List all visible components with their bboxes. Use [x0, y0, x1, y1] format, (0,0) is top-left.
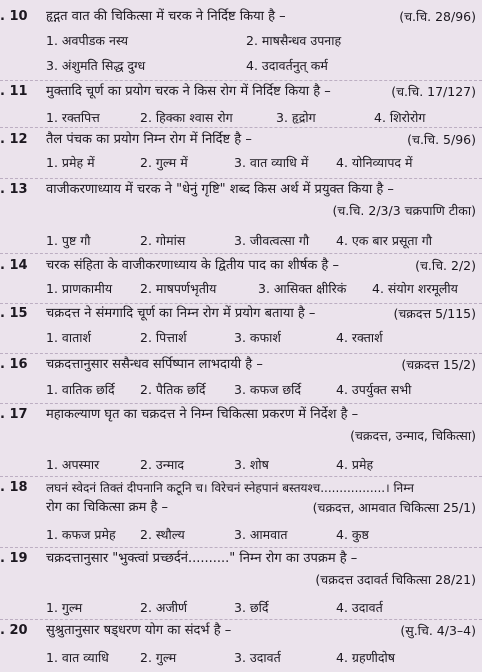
- question-number: . 16: [0, 357, 28, 372]
- option-2: 2. गोमांस: [140, 233, 186, 248]
- option-2: 2. गुल्म: [140, 650, 177, 665]
- option-2: 2. स्थौल्य: [140, 527, 185, 542]
- question-reference: (चक्रदत्त, उन्माद, चिकित्सा): [350, 428, 476, 443]
- question-reference: (च.चि. 17/127): [391, 84, 476, 99]
- question-number: . 15: [0, 306, 28, 321]
- question-text: लघनं स्वेदनं तिक्तं दीपनानि कटूनि च। विरेचनं स्नेहपानं बस्तयश्च.................। निम्न: [46, 481, 414, 495]
- question-text: मुक्तादि चूर्ण का प्रयोग चरक ने किस रोग में निर्दिष्ट किया है –: [46, 84, 331, 99]
- option-2: 2. गुल्म में: [140, 155, 188, 170]
- option-1: 1. वात व्याधि: [46, 650, 109, 665]
- option-3: 3. जीवत्वत्सा गौ: [234, 233, 310, 248]
- question-reference: (च.चि. 28/96): [399, 9, 476, 24]
- option-4: 4. एक बार प्रसूता गौ: [336, 233, 433, 248]
- divider: [0, 253, 482, 254]
- question-text: हृद्गत वात की चिकित्सा में चरक ने निर्दिष्ट किया है –: [46, 9, 286, 24]
- question-number: . 18: [0, 480, 28, 495]
- option-2: 2. उन्माद: [140, 457, 185, 472]
- question-text: तैल पंचक का प्रयोग निम्न रोग में निर्दिष्ट है –: [46, 132, 252, 147]
- question-text: चक्रदत्तानुसार "भुक्त्वां प्रच्छर्दनं.........." निम्न रोग का उपक्रम है –: [46, 551, 358, 566]
- option-3: 3. अंशुमति सिद्ध दुग्ध: [46, 58, 146, 73]
- question-number: . 20: [0, 623, 28, 638]
- question-number: . 13: [0, 182, 28, 197]
- option-3: 3. कफज छर्दि: [234, 382, 302, 397]
- question-text: वाजीकरणाध्याय में चरक ने "धेनुं गृष्टि" शब्द किस अर्थ में प्रयुक्त किया है –: [46, 182, 394, 197]
- divider: [0, 127, 482, 128]
- question-text: महाकल्याण घृत का चक्रदत्त ने निम्न चिकित्सा प्रकरण में निर्देश है –: [46, 407, 359, 422]
- option-4: 4. संयोग शरमूलीय: [372, 281, 458, 296]
- option-4: 4. कुष्ठ: [336, 527, 369, 542]
- question-text-continued: रोग का चिकित्सा क्रम है –: [46, 500, 169, 515]
- question-reference: (सु.चि. 4/3–4): [400, 623, 476, 638]
- option-4: 4. ग्रहणीदोष: [336, 650, 395, 665]
- option-1: 1. अपस्मार: [46, 457, 100, 472]
- option-1: 1. कफज प्रमेह: [46, 527, 116, 542]
- option-1: 1. रक्तपित्त: [46, 110, 100, 125]
- option-1: 1. वातिक छर्दि: [46, 382, 115, 397]
- question-text: सुश्रुतानुसार षड्धरण योग का संदर्भ है –: [46, 623, 232, 638]
- option-3: 3. उदावर्त: [234, 650, 281, 665]
- option-3: 3. शोष: [234, 457, 269, 472]
- option-4: 4. प्रमेह: [336, 457, 374, 472]
- option-4: 4. योनिव्यापद में: [336, 155, 413, 170]
- option-1: 1. अवपीडक नस्य: [46, 33, 129, 48]
- option-4: 4. रक्तार्श: [336, 330, 383, 345]
- option-3: 3. हृद्रोग: [276, 110, 316, 125]
- option-3: 3. आसिक्त क्षीरिकं: [258, 281, 347, 296]
- option-1: 1. गुल्म: [46, 600, 83, 615]
- question-reference: (चक्रदत्त, आमवात चिकित्सा 25/1): [312, 500, 476, 515]
- question-reference: (चक्रदत्त उदावर्त चिकित्सा 28/21): [315, 572, 476, 587]
- question-reference: (च.चि. 5/96): [407, 132, 476, 147]
- option-2: 2. माषसैन्धव उपनाह: [246, 33, 342, 48]
- option-3: 3. कफार्श: [234, 330, 281, 345]
- option-3: 3. वात व्याधि में: [234, 155, 309, 170]
- option-1: 1. प्राणकामीय: [46, 281, 113, 296]
- option-3: 3. आमवात: [234, 527, 288, 542]
- question-reference: (च.चि. 2/3/3 चक्रपाणि टीका): [332, 203, 476, 218]
- option-2: 2. पैतिक छर्दि: [140, 382, 206, 397]
- question-reference: (चक्रदत्त 15/2): [401, 357, 476, 372]
- question-text: चक्रदत्त ने संमगादि चूर्ण का निम्न रोग में प्रयोग बताया है –: [46, 306, 316, 321]
- question-number: . 11: [0, 84, 28, 99]
- question-number: . 17: [0, 407, 28, 422]
- option-2: 2. अजीर्ण: [140, 600, 187, 615]
- question-number: . 12: [0, 132, 28, 147]
- option-4: 4. उदावर्त: [336, 600, 383, 615]
- question-reference: (च.चि. 2/2): [415, 258, 476, 273]
- question-text: चरक संहिता के वाजीकरणाध्याय के द्वितीय पाद का शीर्षक है –: [46, 258, 339, 273]
- option-4: 4. उपर्युक्त सभी: [336, 382, 412, 397]
- option-4: 4. उदावर्तनुत् कर्म: [246, 58, 328, 73]
- question-number: . 19: [0, 551, 28, 566]
- option-2: 2. पित्तार्श: [140, 330, 187, 345]
- option-1: 1. प्रमेह में: [46, 155, 95, 170]
- option-4: 4. शिरोरोग: [374, 110, 426, 125]
- option-2: 2. हिक्का श्वास रोग: [140, 110, 233, 125]
- option-1: 1. पुष्ट गौ: [46, 233, 91, 248]
- question-text: चक्रदत्तानुसार ससैन्धव सर्पिष्पान लाभदायी है –: [46, 357, 263, 372]
- question-reference: (चक्रदत्त 5/115): [393, 306, 476, 321]
- option-3: 3. छर्दि: [234, 600, 269, 615]
- question-number: . 10: [0, 9, 28, 24]
- question-number: . 14: [0, 258, 28, 273]
- option-1: 1. वातार्श: [46, 330, 91, 345]
- option-2: 2. माषपर्णभृतीय: [140, 281, 217, 296]
